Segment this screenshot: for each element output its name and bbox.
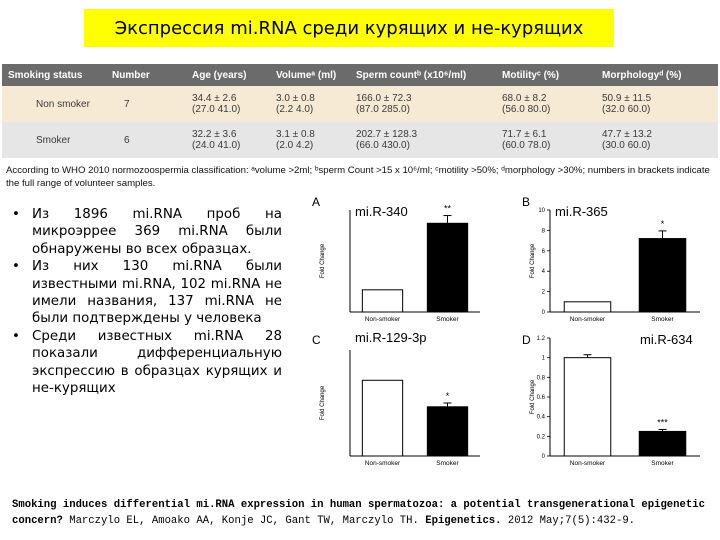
bullet-list (12, 206, 282, 397)
cell-number: 6 (106, 122, 186, 158)
charts-area (300, 190, 720, 500)
x-category-label: Smoker (436, 460, 459, 467)
col-header-number: Number (106, 64, 186, 86)
panel-letter-c: C (312, 333, 321, 347)
y-tick-label: 4 (541, 269, 545, 276)
bullet-dot: • (12, 207, 20, 222)
x-category-label: Non-smoker (364, 460, 401, 467)
citation (12, 497, 710, 529)
x-category-label: Non-smoker (569, 316, 606, 323)
citation-authors: Marczylo EL, Amoako AA, Konje JC, Gant TW, Marczylo TH. (69, 515, 419, 527)
bar-smoker (427, 223, 467, 312)
col-header-sperm-count: Sperm countᵇ (x10⁶/ml) (350, 64, 496, 86)
bar-smoker (639, 239, 686, 312)
y-tick-label: 8 (541, 228, 545, 235)
cell-age: 32.2 ± 3.6 (24.0 41.0) (186, 122, 270, 158)
y-tick-label: 6 (541, 248, 545, 255)
y-tick-label: 0.2 (536, 434, 545, 441)
chart-title: mi.R-129-3p (355, 330, 427, 345)
bar-smoker (427, 407, 467, 456)
cell-sperm-count: 166.0 ± 72.3 (87.0 285.0) (350, 86, 496, 122)
chart-title: mi.R-634 (640, 332, 693, 347)
cell-volume: 3.0 ± 0.8 (2.2 4.0) (270, 86, 350, 122)
bar-non-smoker (564, 358, 611, 456)
x-category-label: Smoker (436, 316, 459, 323)
cell-sperm-count: 202.7 ± 128.3 (66.0 430.0) (350, 122, 496, 158)
y-tick-label: 0 (541, 310, 545, 316)
y-tick-label: 0 (541, 454, 545, 460)
y-tick-label: 1.2 (536, 336, 545, 342)
cell-motility: 71.7 ± 6.1 (60.0 78.0) (496, 122, 596, 158)
y-axis-label: Fold Change (530, 379, 536, 415)
cell-motility: 68.0 ± 8.2 (56.0 80.0) (496, 86, 596, 122)
cell-age: 34.4 ± 2.6 (27.0 41.0) (186, 86, 270, 122)
cell-morphology: 50.9 ± 11.5 (32.0 60.0) (596, 86, 718, 122)
table-row (2, 122, 718, 158)
smoking-status-table (2, 64, 718, 158)
bullet-dot: • (12, 259, 20, 275)
bullet-item: • Из них 130 mi.RNA были известными mi.RNA, 102 mi.RNA не имели названия, 137 mi.RNA не были подтверждены у человека (12, 259, 282, 327)
col-header-volume: Volumeᵃ (ml) (270, 64, 350, 86)
y-axis-label: Fold Change (320, 243, 326, 279)
x-category-label: Smoker (651, 460, 674, 467)
y-tick-label: 2 (541, 289, 545, 296)
col-header-morphology: Morphologyᵈ (%) (596, 64, 718, 86)
panel-letter-b: B (522, 195, 531, 209)
y-axis-label: Fold Change (320, 385, 326, 421)
significance-marker: * (445, 391, 450, 401)
y-tick-label: 0.4 (536, 414, 545, 421)
y-axis-label: Fold Change (530, 243, 536, 279)
citation-title: Smoking induces differential mi.RNA expression in human spermatozoa: a potential transgenerational epigenetic concern? (12, 499, 705, 527)
bar-non-smoker (362, 380, 402, 456)
y-tick-label: 10 (538, 208, 545, 214)
y-tick-label: 1 (541, 355, 545, 362)
col-header-smoking-status: Smoking status (2, 64, 106, 86)
chart-title: mi.R-340 (355, 204, 408, 219)
col-header-motility: Motilityᶜ (%) (496, 64, 596, 86)
cell-status: Non smoker (2, 86, 106, 122)
citation-details: 2012 May;7(5):432-9. (507, 515, 636, 527)
cell-morphology: 47.7 ± 13.2 (30.0 60.0) (596, 122, 718, 158)
y-tick-label: 0.8 (536, 375, 545, 382)
bar-non-smoker (362, 290, 402, 312)
slide-title: Экспрессия mi.RNA среди курящих и не-курящих (84, 9, 614, 47)
significance-marker: *** (657, 417, 668, 428)
bullet-item: • Среди известных mi.RNA 28 показали дифференциальную экспрессию в образцах курящих и не-курящих (12, 328, 282, 397)
citation-journal: Epigenetics. (425, 515, 502, 527)
x-category-label: Smoker (651, 316, 674, 323)
x-category-label: Non-smoker (364, 316, 401, 323)
cell-volume: 3.1 ± 0.8 (2.0 4.2) (270, 122, 350, 158)
cell-number: 7 (106, 86, 186, 122)
bullet-dot: • (12, 328, 20, 344)
panel-letter-d: D (522, 333, 531, 347)
x-category-label: Non-smoker (569, 460, 606, 467)
table-header-row (2, 64, 718, 86)
bar-non-smoker (564, 302, 611, 312)
significance-marker: ** (443, 203, 452, 214)
y-tick-label: 0.6 (536, 395, 545, 401)
table-row (2, 86, 718, 122)
bullet-item: • Из 1896 mi.RNA проб на микроэррее 369 mi.RNA были обнаружены во всех образцах. (12, 207, 282, 257)
significance-marker: * (660, 218, 665, 229)
panel-letter-a: A (312, 195, 321, 209)
chart-title: mi.R-365 (555, 204, 608, 219)
cell-status: Smoker (2, 122, 106, 158)
col-header-age: Age (years) (186, 64, 270, 86)
table-footnote: According to WHO 2010 normozoospermia classification: ᵃvolume >2ml; ᵇsperm Count >15 x 10⁶/ml; ᶜmotility >50%; ᵈmorphology >30%; numbers in brackets indicate the full range of volunteer samples. (6, 165, 710, 189)
bar-charts-figure (300, 190, 720, 500)
bar-smoker (639, 431, 686, 456)
